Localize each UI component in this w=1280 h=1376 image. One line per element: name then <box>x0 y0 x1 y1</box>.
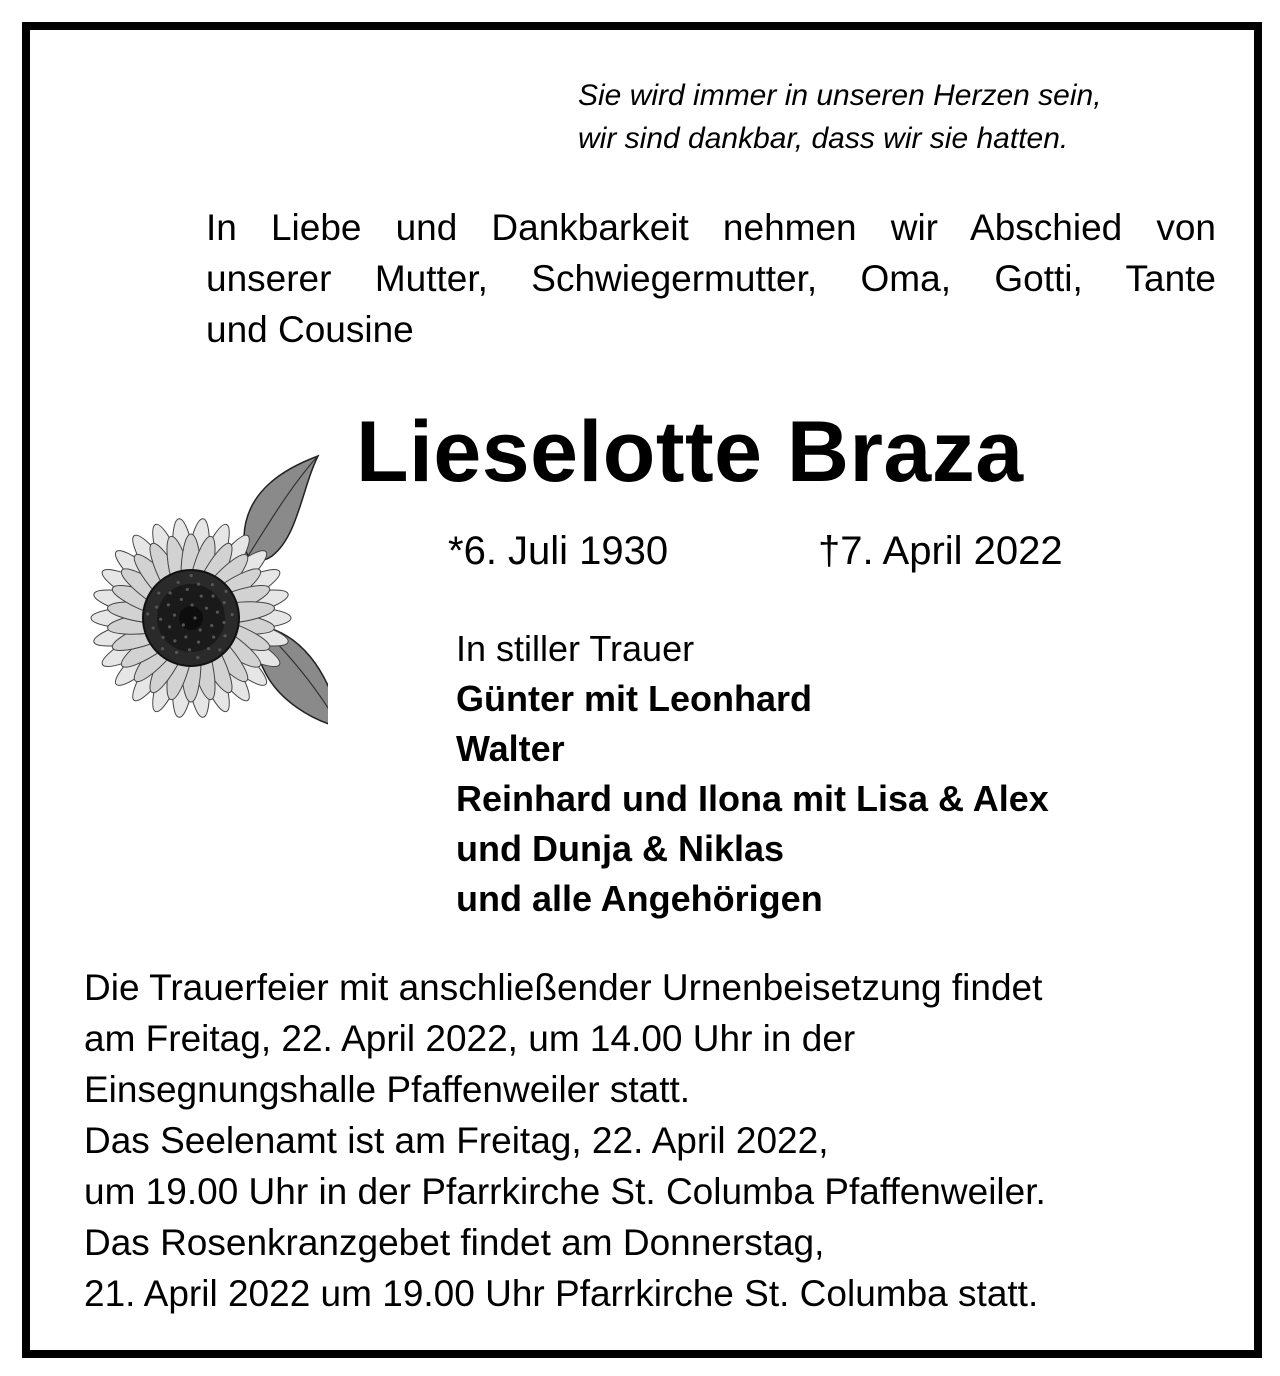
obituary-notice <box>22 22 1262 1358</box>
motto-verse <box>578 74 1238 160</box>
service-line: Einsegnungshalle Pfaffenweiler statt. <box>84 1069 691 1110</box>
mourner-name: Günter mit Leonhard <box>456 678 813 719</box>
service-line: Die Trauerfeier mit anschließender Urnenbeisetzung findet <box>84 967 1043 1008</box>
mourner-name: und Dunja & Niklas <box>456 828 785 869</box>
service-line: um 19.00 Uhr in der Pfarrkirche St. Columba Pfaffenweiler. <box>84 1171 1046 1212</box>
mourners-heading: In stiller Trauer <box>456 628 695 669</box>
intro-text <box>206 202 1216 355</box>
mourners-block <box>456 624 1216 924</box>
mourner-name: Walter <box>456 728 565 769</box>
sunflower-icon <box>66 428 328 738</box>
service-line: am Freitag, 22. April 2022, um 14.00 Uhr in der <box>84 1018 856 1059</box>
deceased-name: Lieselotte Braza <box>356 404 1024 500</box>
birth-date: *6. Juli 1930 <box>448 529 669 573</box>
service-line: 21. April 2022 um 19.00 Uhr Pfarrkirche St. Columba statt. <box>84 1273 1039 1314</box>
mourner-name: Reinhard und Ilona mit Lisa & Alex <box>456 778 1049 819</box>
intro-line: und Cousine <box>206 309 414 350</box>
service-details <box>84 962 1234 1319</box>
service-line: Das Rosenkranzgebet findet am Donnerstag, <box>84 1222 825 1263</box>
motto-line: wir sind dankbar, dass wir sie hatten. <box>578 122 1069 155</box>
intro-line: unserer Mutter, Schwiegermutter, Oma, Gotti, Tante <box>206 258 1216 299</box>
death-date: †7. April 2022 <box>818 529 1063 573</box>
intro-line: In Liebe und Dankbarkeit nehmen wir Abschied von <box>206 207 1216 248</box>
motto-line: Sie wird immer in unseren Herzen sein, <box>578 79 1102 112</box>
mourner-name: und alle Angehörigen <box>456 878 823 919</box>
service-line: Das Seelenamt ist am Freitag, 22. April 2022, <box>84 1120 829 1161</box>
